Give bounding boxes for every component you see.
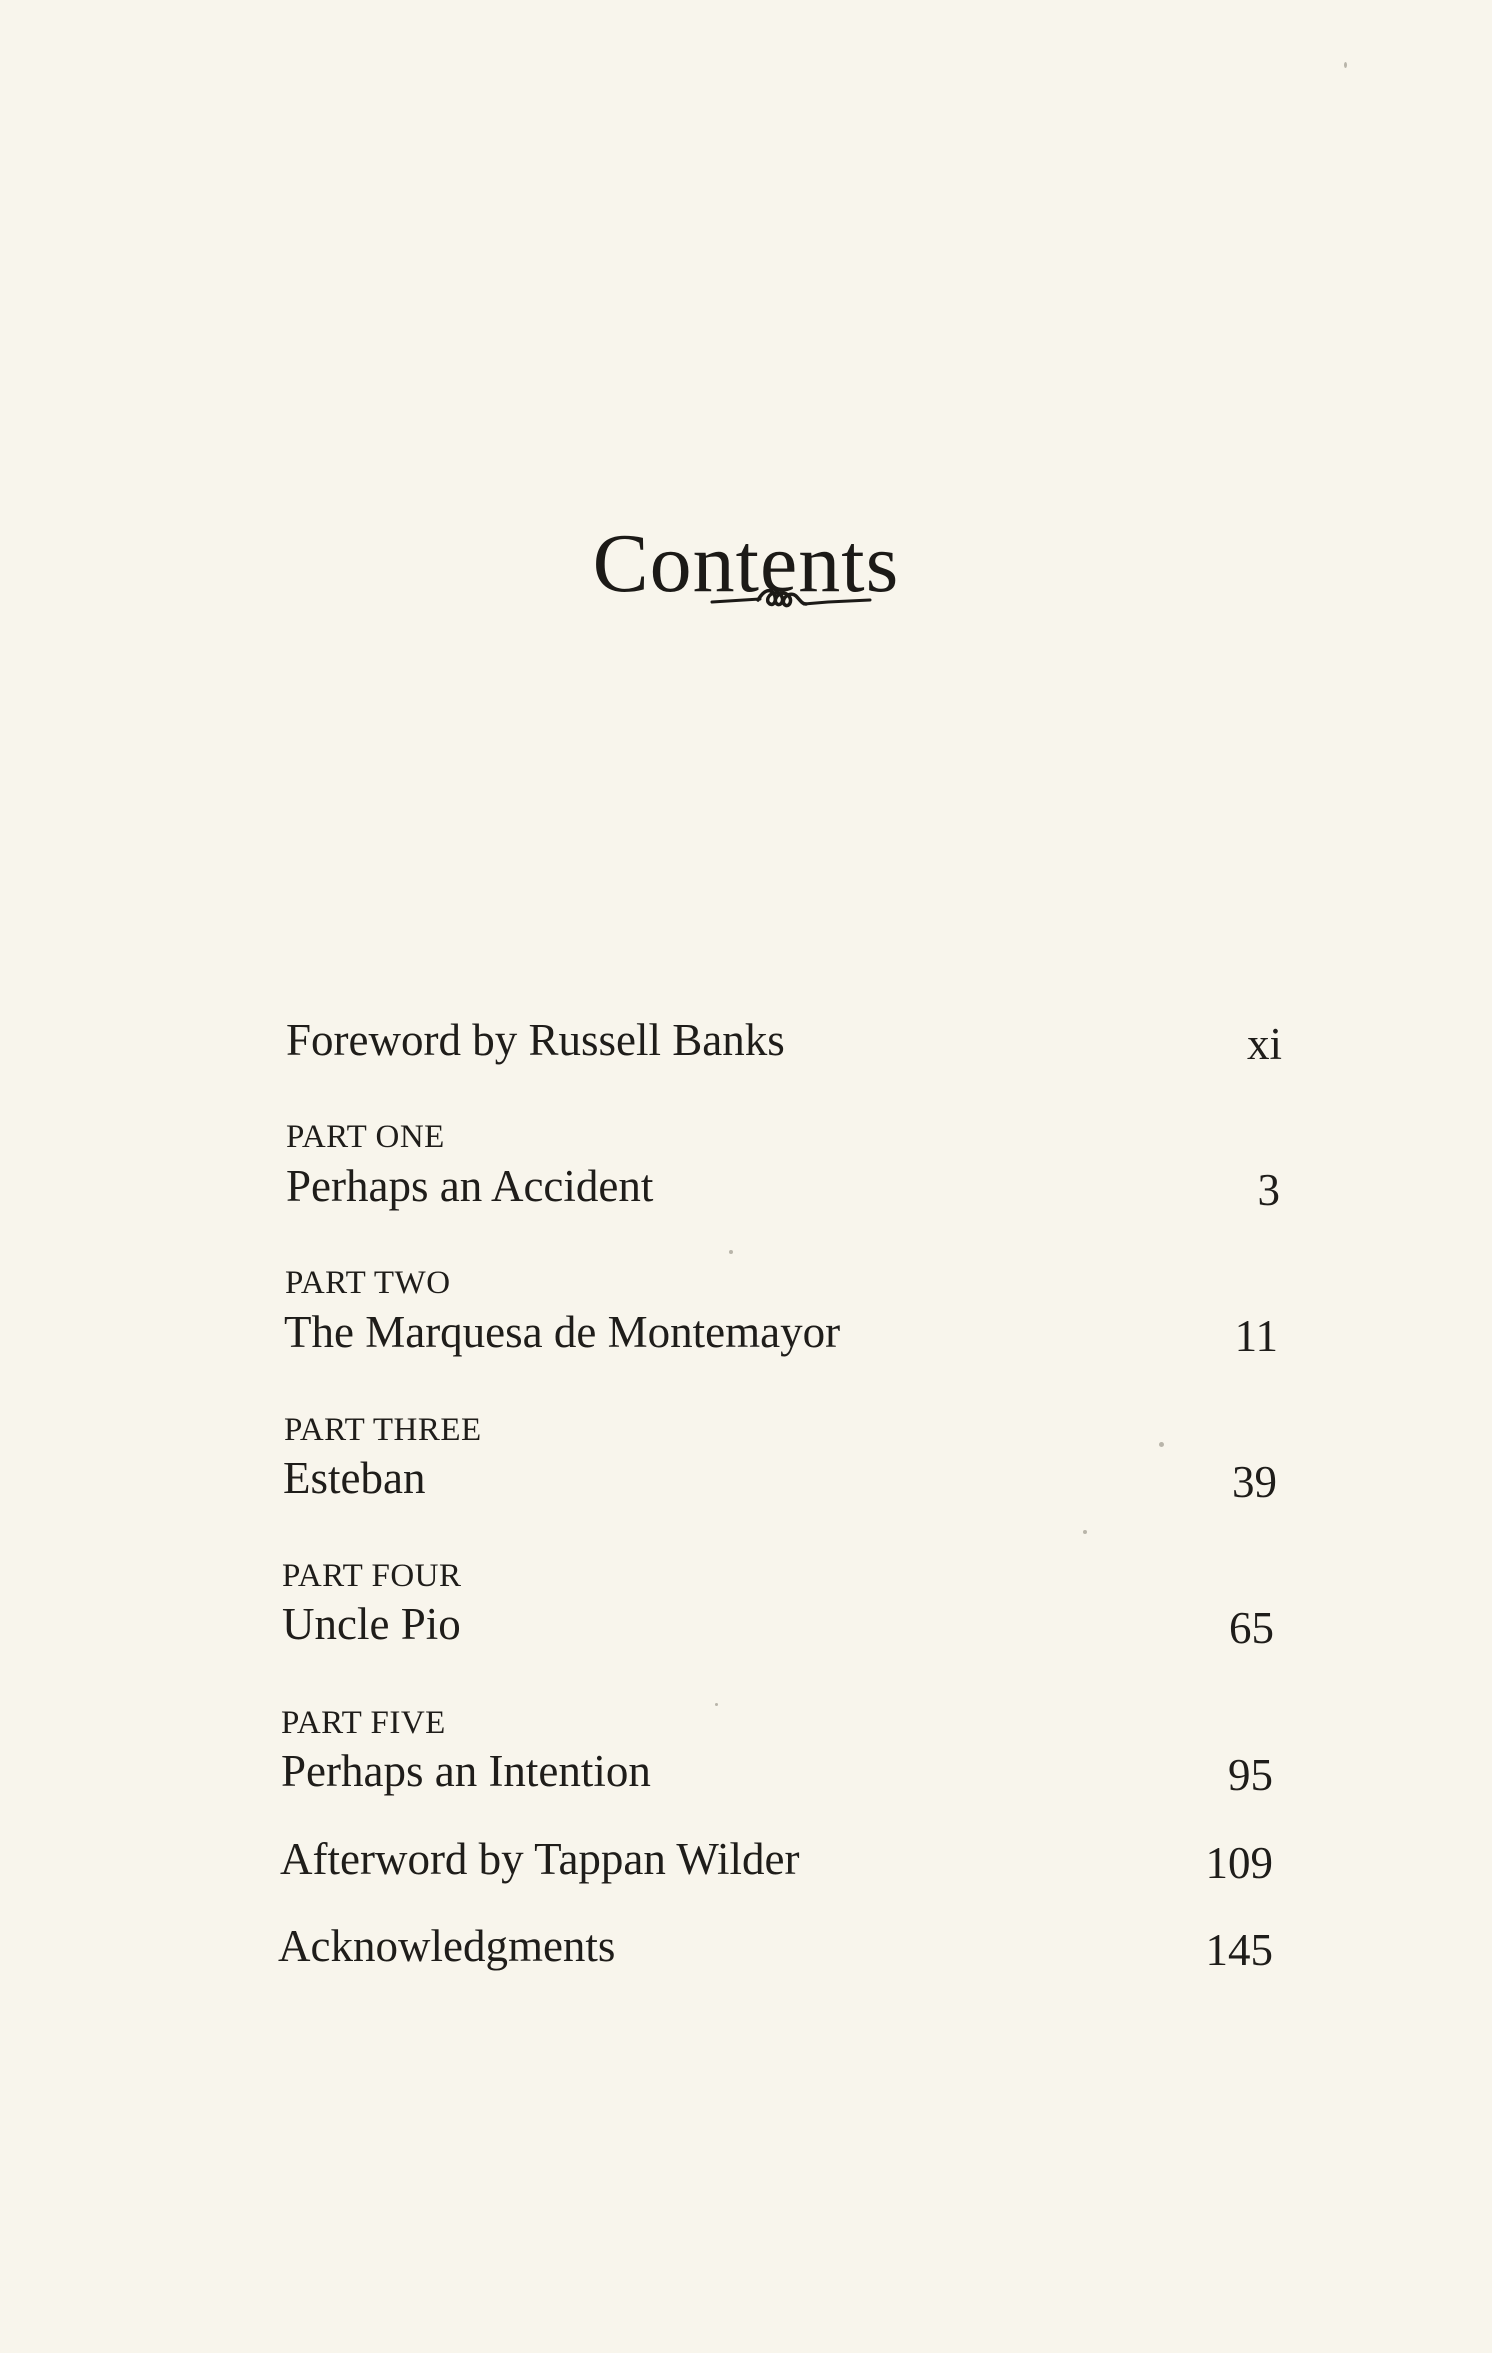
toc-entry-page-number: 3 (1257, 1165, 1280, 1215)
paper-speck (729, 1250, 733, 1254)
toc-entry-title: The Marquesa de Montemayor (284, 1307, 841, 1357)
toc-entry-title: Afterword by Tappan Wilder (280, 1834, 800, 1884)
part-label: PART FOUR (282, 1558, 462, 1594)
toc-entry-title: Perhaps an Accident (286, 1161, 654, 1211)
toc-entry-page-number: 95 (1228, 1750, 1273, 1800)
part-label: PART THREE (284, 1412, 482, 1448)
paper-speck (715, 1703, 718, 1706)
toc-entry-page-number: 109 (1205, 1838, 1273, 1888)
toc-entry-page-number: 145 (1205, 1925, 1273, 1975)
part-label: PART FIVE (281, 1705, 446, 1741)
toc-entry-page-number: 65 (1229, 1603, 1274, 1653)
toc-entry-page-number: xi (1246, 1019, 1282, 1069)
toc-entry-part-three[interactable] (283, 1448, 1277, 1508)
toc-entry-part-one[interactable] (286, 1156, 1280, 1216)
toc-entry-title: Acknowledgments (278, 1921, 616, 1971)
ornamental-flourish-icon (708, 578, 874, 626)
toc-entry-title: Foreword by Russell Banks (286, 1015, 785, 1065)
paper-speck (1083, 1530, 1087, 1534)
toc-entry-part-five[interactable] (281, 1741, 1273, 1801)
part-label: PART TWO (285, 1265, 451, 1301)
toc-entry-afterword[interactable] (280, 1829, 1273, 1889)
toc-entry-title: Esteban (283, 1453, 426, 1503)
toc-entry-page-number: 39 (1232, 1457, 1277, 1507)
toc-entry-acknowledgments[interactable] (278, 1916, 1273, 1976)
part-label: PART ONE (286, 1119, 445, 1155)
toc-entry-page-number: 11 (1234, 1311, 1278, 1361)
paper-speck (1344, 62, 1347, 68)
toc-entry-part-two[interactable] (284, 1302, 1278, 1362)
toc-entry-foreword[interactable] (286, 1010, 1282, 1070)
paper-speck (1159, 1442, 1164, 1447)
toc-entry-title: Uncle Pio (282, 1599, 461, 1649)
toc-entry-part-four[interactable] (282, 1594, 1274, 1654)
toc-entry-title: Perhaps an Intention (281, 1746, 651, 1796)
page-title: Contents (592, 517, 900, 611)
